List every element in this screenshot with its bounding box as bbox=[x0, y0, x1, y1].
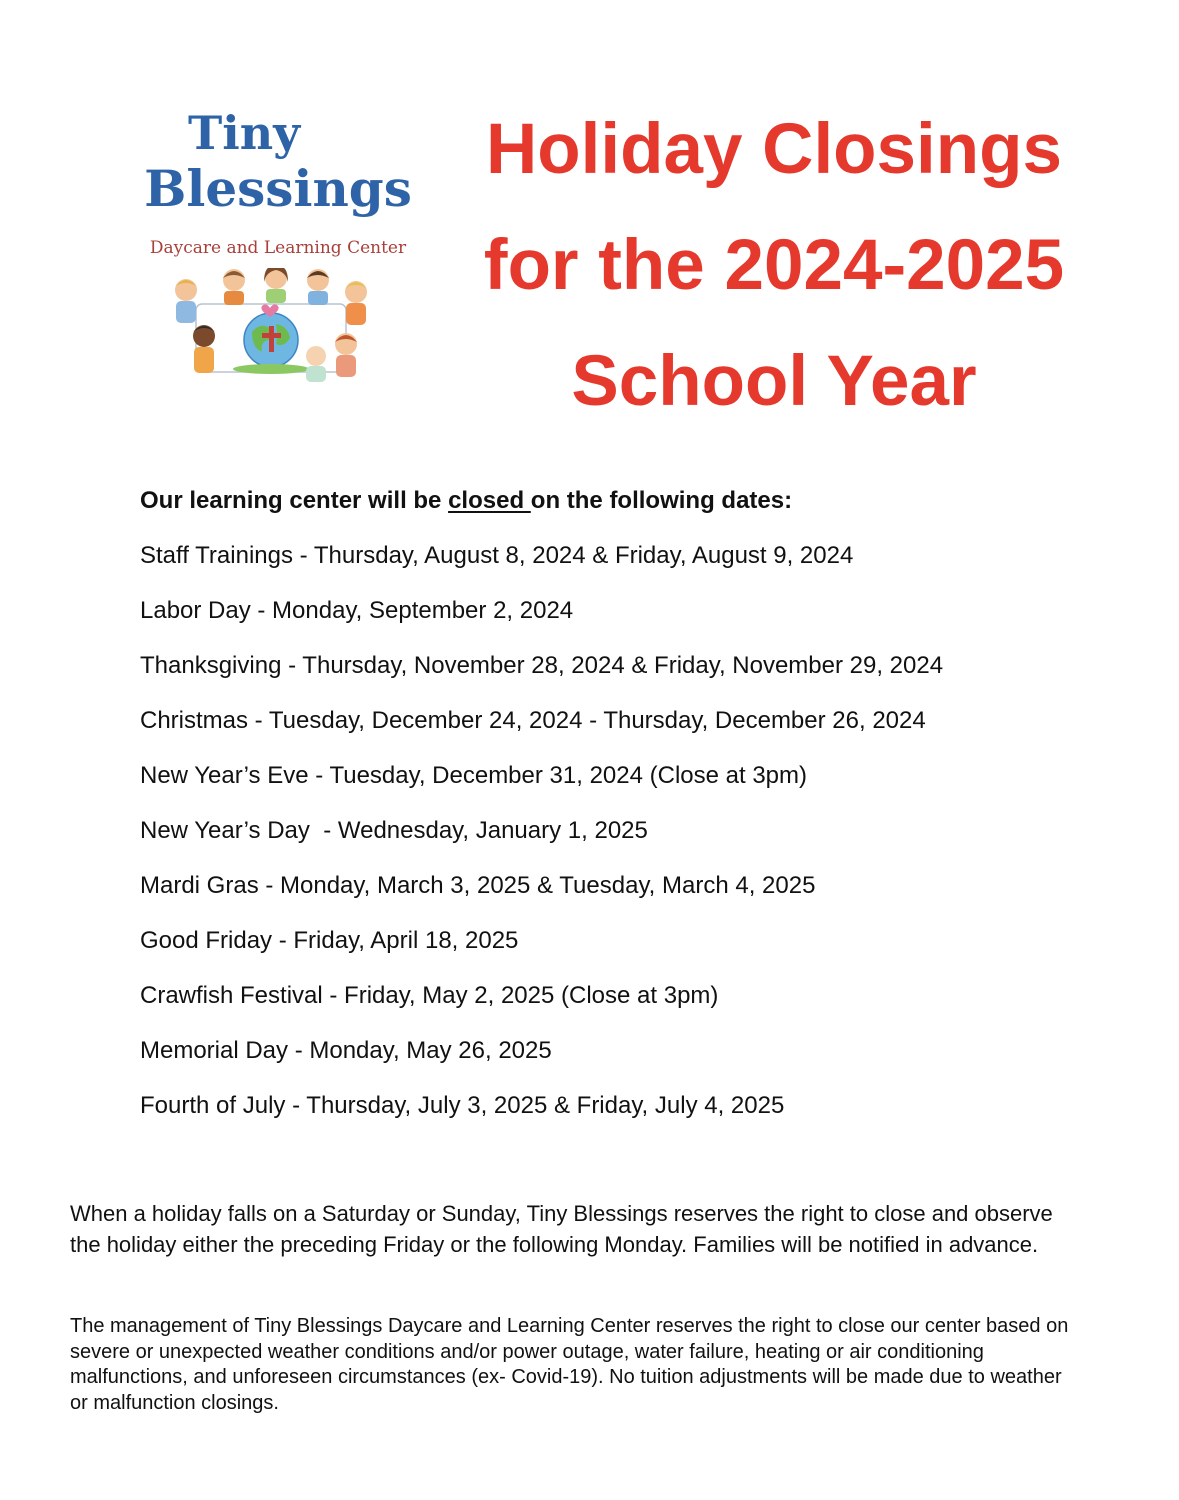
closing-item: Labor Day - Monday, September 2, 2024 bbox=[140, 597, 574, 624]
intro-text-after: on the following dates: bbox=[530, 487, 793, 514]
closing-item: Memorial Day - Monday, May 26, 2025 bbox=[140, 1037, 552, 1064]
closings-list bbox=[140, 541, 943, 1146]
closing-item: Fourth of July - Thursday, July 3, 2025 & Friday, July 4, 2025 bbox=[140, 1092, 785, 1119]
closing-item: Good Friday - Friday, April 18, 2025 bbox=[140, 927, 519, 954]
weekend-holiday-note: When a holiday falls on a Saturday or Sunday, Tiny Blessings reserves the right to close and observe the holiday either the preceding Friday or the following Monday. Families will be notified in advance. bbox=[70, 1201, 1053, 1257]
title-line-1: Holiday Closings bbox=[486, 110, 1062, 189]
closing-item: Mardi Gras - Monday, March 3, 2025 & Tuesday, March 4, 2025 bbox=[140, 872, 816, 899]
closing-item: New Year’s Day - Wednesday, January 1, 2025 bbox=[140, 817, 648, 844]
title-line-3: School Year bbox=[571, 342, 977, 421]
children-around-globe-illustration bbox=[166, 268, 376, 388]
closing-item: Crawfish Festival - Friday, May 2, 2025 (Close at 3pm) bbox=[140, 982, 719, 1009]
closing-item: Christmas - Tuesday, December 24, 2024 - Thursday, December 26, 2024 bbox=[140, 707, 926, 734]
logo-subtitle: Daycare and Learning Center bbox=[149, 238, 407, 258]
page-title bbox=[444, 92, 1104, 440]
weather-closing-note: The management of Tiny Blessings Daycare and Learning Center reserves the right to close our center based on severe or unexpected weather conditions and/or power outage, water failure, heating or air conditioning malfunctions, and unforeseen circumstances (ex- Covid-19). No tuition adjustments will be made due to weather or malfunction closings. bbox=[70, 1315, 1069, 1414]
closing-item: Thanksgiving - Thursday, November 28, 2024 & Friday, November 29, 2024 bbox=[140, 652, 944, 679]
closings-intro bbox=[140, 486, 792, 516]
logo-word-blessings: Blessings bbox=[144, 159, 412, 218]
intro-closed-underlined: closed bbox=[448, 487, 531, 514]
daycare-logo bbox=[118, 108, 438, 398]
logo-word-tiny: Tiny bbox=[188, 106, 300, 160]
closing-item: Staff Trainings - Thursday, August 8, 2024 & Friday, August 9, 2024 bbox=[140, 542, 854, 569]
title-line-2: for the 2024-2025 bbox=[483, 226, 1065, 305]
intro-text-before: Our learning center will be bbox=[140, 487, 449, 514]
closing-item: New Year’s Eve - Tuesday, December 31, 2024 (Close at 3pm) bbox=[140, 762, 808, 789]
